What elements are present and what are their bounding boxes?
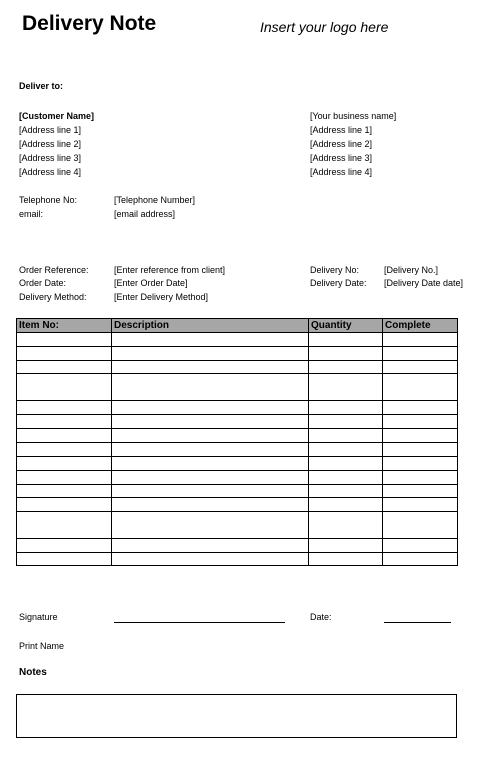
item-no-cell[interactable] [17, 443, 112, 457]
customer-address-line-4[interactable]: [Address line 4] [19, 167, 82, 177]
complete-cell[interactable] [383, 539, 458, 553]
complete-cell[interactable] [383, 443, 458, 457]
description-cell[interactable] [112, 443, 309, 457]
business-address-line-1[interactable]: [Address line 1] [310, 125, 373, 135]
telephone-value[interactable]: [Telephone Number] [114, 195, 196, 205]
complete-cell[interactable] [383, 401, 458, 415]
column-header-complete: Complete [383, 319, 458, 333]
table-row [17, 401, 458, 415]
description-cell[interactable] [112, 361, 309, 374]
quantity-cell[interactable] [309, 415, 383, 429]
complete-cell[interactable] [383, 485, 458, 498]
table-row [17, 415, 458, 429]
delivery-date-value[interactable]: [Delivery Date date] [384, 278, 464, 288]
complete-cell[interactable] [383, 374, 458, 401]
description-cell[interactable] [112, 553, 309, 566]
description-cell[interactable] [112, 457, 309, 471]
description-cell[interactable] [112, 347, 309, 361]
items-table [16, 318, 458, 566]
complete-cell[interactable] [383, 333, 458, 347]
description-cell[interactable] [112, 539, 309, 553]
quantity-cell[interactable] [309, 401, 383, 415]
item-no-cell[interactable] [17, 485, 112, 498]
items-table-header [17, 319, 458, 333]
item-no-cell[interactable] [17, 361, 112, 374]
customer-name[interactable]: [Customer Name] [19, 111, 95, 121]
table-row [17, 498, 458, 512]
quantity-cell[interactable] [309, 471, 383, 485]
complete-cell[interactable] [383, 471, 458, 485]
description-cell[interactable] [112, 401, 309, 415]
complete-cell[interactable] [383, 429, 458, 443]
description-cell[interactable] [112, 485, 309, 498]
delivery-date-label: Delivery Date: [310, 278, 367, 288]
complete-cell[interactable] [383, 361, 458, 374]
business-address-line-4[interactable]: [Address line 4] [310, 167, 373, 177]
quantity-cell[interactable] [309, 361, 383, 374]
order-date-label: Order Date: [19, 278, 67, 288]
customer-address-line-3[interactable]: [Address line 3] [19, 153, 82, 163]
description-cell[interactable] [112, 498, 309, 512]
email-value[interactable]: [email address] [114, 209, 176, 219]
column-header-item-no: Item No: [17, 319, 112, 333]
table-row [17, 333, 458, 347]
quantity-cell[interactable] [309, 539, 383, 553]
delivery-method-value[interactable]: [Enter Delivery Method] [114, 292, 209, 302]
quantity-cell[interactable] [309, 347, 383, 361]
quantity-cell[interactable] [309, 374, 383, 401]
table-row [17, 443, 458, 457]
deliver-to-label: Deliver to: [19, 81, 64, 91]
complete-cell[interactable] [383, 553, 458, 566]
item-no-cell[interactable] [17, 333, 112, 347]
item-no-cell[interactable] [17, 553, 112, 566]
table-row [17, 374, 458, 401]
delivery-no-label: Delivery No: [310, 265, 360, 275]
order-date-value[interactable]: [Enter Order Date] [114, 278, 188, 288]
item-no-cell[interactable] [17, 347, 112, 361]
description-cell[interactable] [112, 333, 309, 347]
business-address-line-2[interactable]: [Address line 2] [310, 139, 373, 149]
complete-cell[interactable] [383, 512, 458, 539]
order-reference-value[interactable]: [Enter reference from client] [114, 265, 226, 275]
telephone-label: Telephone No: [19, 195, 78, 205]
table-row [17, 485, 458, 498]
business-name[interactable]: [Your business name] [310, 111, 397, 121]
customer-address-line-1[interactable]: [Address line 1] [19, 125, 82, 135]
table-row [17, 457, 458, 471]
delivery-no-value[interactable]: [Delivery No.] [384, 265, 439, 275]
quantity-cell[interactable] [309, 485, 383, 498]
quantity-cell[interactable] [309, 512, 383, 539]
table-row [17, 471, 458, 485]
description-cell[interactable] [112, 415, 309, 429]
item-no-cell[interactable] [17, 512, 112, 539]
quantity-cell[interactable] [309, 429, 383, 443]
item-no-cell[interactable] [17, 374, 112, 401]
description-cell[interactable] [112, 512, 309, 539]
table-row [17, 512, 458, 539]
complete-cell[interactable] [383, 347, 458, 361]
business-address-line-3[interactable]: [Address line 3] [310, 153, 373, 163]
complete-cell[interactable] [383, 457, 458, 471]
description-cell[interactable] [112, 374, 309, 401]
notes-label: Notes [19, 667, 47, 678]
item-no-cell[interactable] [17, 471, 112, 485]
item-no-cell[interactable] [17, 429, 112, 443]
logo-placeholder: Insert your logo here [260, 19, 389, 35]
date-label: Date: [310, 612, 332, 622]
document-title: Delivery Note [22, 12, 157, 35]
customer-address-line-2[interactable]: [Address line 2] [19, 139, 82, 149]
signature-line[interactable] [114, 622, 285, 623]
item-no-cell[interactable] [17, 401, 112, 415]
quantity-cell[interactable] [309, 457, 383, 471]
table-row [17, 361, 458, 374]
description-cell[interactable] [112, 471, 309, 485]
description-cell[interactable] [112, 429, 309, 443]
quantity-cell[interactable] [309, 498, 383, 512]
order-reference-label: Order Reference: [19, 265, 89, 275]
quantity-cell[interactable] [309, 333, 383, 347]
complete-cell[interactable] [383, 415, 458, 429]
item-no-cell[interactable] [17, 457, 112, 471]
email-label: email: [19, 209, 44, 219]
print-name-label: Print Name [19, 641, 65, 651]
column-header-quantity: Quantity [309, 319, 383, 333]
notes-box[interactable] [16, 694, 457, 738]
signature-label: Signature [19, 612, 58, 622]
date-line[interactable] [384, 622, 451, 623]
table-row [17, 553, 458, 566]
column-header-description: Description [112, 319, 309, 333]
quantity-cell[interactable] [309, 443, 383, 457]
complete-cell[interactable] [383, 498, 458, 512]
table-row [17, 347, 458, 361]
table-row [17, 429, 458, 443]
item-no-cell[interactable] [17, 539, 112, 553]
delivery-method-label: Delivery Method: [19, 292, 87, 302]
quantity-cell[interactable] [309, 553, 383, 566]
item-no-cell[interactable] [17, 415, 112, 429]
item-no-cell[interactable] [17, 498, 112, 512]
table-row [17, 539, 458, 553]
